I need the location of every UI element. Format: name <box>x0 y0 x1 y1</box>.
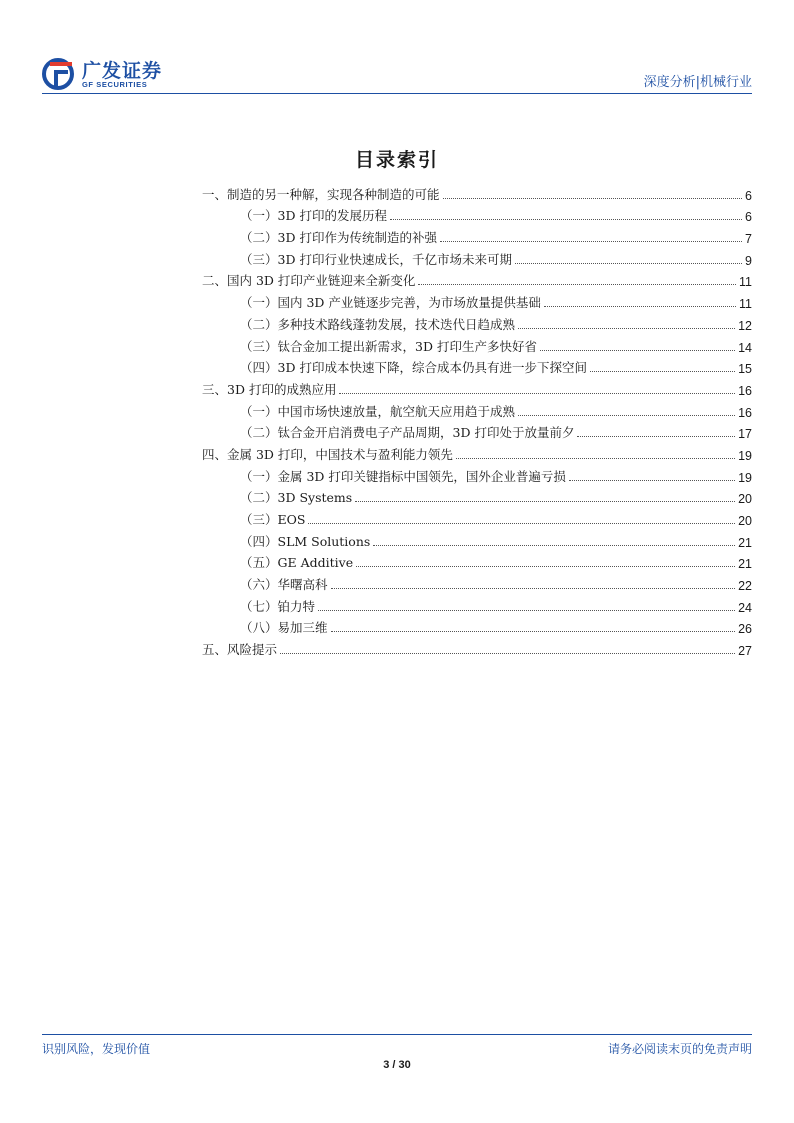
toc-leader-dots <box>331 631 736 632</box>
toc-entry-page: 19 <box>738 470 752 485</box>
toc-entry-title: （二）钛合金开启消费电子产品周期，3D 打印处于放量前夕 <box>240 425 575 441</box>
toc-entry-page: 6 <box>745 188 752 203</box>
toc-leader-dots <box>390 219 742 220</box>
toc-entry-page: 16 <box>738 383 752 398</box>
toc-leader-dots <box>540 350 735 351</box>
toc-entry[interactable] <box>202 550 752 572</box>
toc-entry-page: 22 <box>738 579 752 594</box>
toc-entry[interactable] <box>202 615 752 637</box>
footer-disclaimer-note: 请务必阅读末页的免责声明 <box>607 1042 752 1056</box>
toc-entry-page: 15 <box>738 362 752 377</box>
toc-entry-title: （五）GE Additive <box>240 555 354 571</box>
toc-leader-dots <box>418 284 736 285</box>
toc-entry-page: 14 <box>738 340 752 355</box>
toc-entry-title: （四）3D 打印成本快速下降，综合成本仍具有进一步下探空间 <box>240 360 587 376</box>
table-of-contents <box>202 181 752 658</box>
page-header <box>42 56 752 96</box>
toc-entry-page: 16 <box>738 405 752 420</box>
toc-entry-page: 11 <box>739 275 752 290</box>
logo-english-text: GF SECURITIES <box>82 80 148 89</box>
toc-entry-title: （一）国内 3D 产业链逐步完善，为市场放量提供基础 <box>240 295 541 311</box>
toc-entry-page: 26 <box>738 622 752 637</box>
toc-entry-title: 一、制造的另一种解，实现各种制造的可能 <box>202 186 440 202</box>
toc-entry-title: 二、国内 3D 打印产业链迎来全新变化 <box>202 273 416 289</box>
footer-slogan: 识别风险，发现价值 <box>42 1042 151 1056</box>
toc-entry-title: （七）铂力特 <box>240 598 316 614</box>
toc-leader-dots <box>443 198 743 199</box>
toc-entry-title: （三）3D 打印行业快速成长，千亿市场未来可期 <box>240 251 512 267</box>
footer-divider <box>42 1034 752 1035</box>
toc-entry-title: 五、风险提示 <box>202 642 278 658</box>
toc-entry-page: 20 <box>738 514 752 528</box>
toc-leader-dots <box>515 263 742 264</box>
toc-entry[interactable] <box>202 355 752 377</box>
toc-entry-title: （三）EOS <box>240 512 306 527</box>
toc-entry[interactable] <box>202 246 752 268</box>
toc-entry-page: 21 <box>738 535 752 550</box>
toc-entry-page: 6 <box>745 210 752 225</box>
toc-entry-title: （二）多种技术路线蓬勃发展，技术迭代日趋成熟 <box>240 316 516 332</box>
toc-entry[interactable] <box>202 636 752 658</box>
toc-leader-dots <box>356 566 735 567</box>
page-number: 3 / 30 <box>383 1059 411 1071</box>
toc-leader-dots <box>518 328 735 329</box>
toc-entry[interactable] <box>202 506 752 528</box>
toc-leader-dots <box>440 241 742 242</box>
report-category: 深度分析|机械行业 <box>643 75 752 90</box>
toc-entry-title: （八）易加三维 <box>240 620 328 636</box>
toc-entry[interactable] <box>202 181 752 203</box>
toc-entry-title: （三）钛合金加工提出新需求，3D 打印生产多快好省 <box>240 338 537 354</box>
toc-entry-page: 24 <box>738 600 752 615</box>
toc-entry[interactable] <box>202 311 752 333</box>
header-divider <box>42 93 752 94</box>
toc-entry[interactable] <box>202 203 752 225</box>
toc-entry[interactable] <box>202 571 752 593</box>
toc-entry[interactable] <box>202 398 752 420</box>
toc-entry[interactable] <box>202 485 752 507</box>
toc-entry-title: （一）中国市场快速放量，航空航天应用趋于成熟 <box>240 403 516 419</box>
toc-entry-title: 四、金属 3D 打印，中国技术与盈利能力领先 <box>202 446 453 462</box>
toc-leader-dots <box>318 610 735 611</box>
toc-entry[interactable] <box>202 376 752 398</box>
toc-entry-page: 11 <box>739 297 752 312</box>
toc-entry-page: 27 <box>738 644 752 659</box>
toc-entry[interactable] <box>202 420 752 442</box>
toc-entry-title: （一）3D 打印的发展历程 <box>240 208 387 224</box>
toc-entry-page: 12 <box>738 318 752 333</box>
toc-leader-dots <box>331 588 736 589</box>
toc-entry[interactable] <box>202 268 752 290</box>
toc-leader-dots <box>339 393 735 394</box>
toc-entry-page: 19 <box>738 448 752 463</box>
toc-entry-page: 20 <box>738 492 752 507</box>
toc-leader-dots <box>373 545 735 546</box>
toc-leader-dots <box>456 458 735 459</box>
toc-leader-dots <box>355 501 735 502</box>
toc-entry-page: 7 <box>745 232 752 247</box>
toc-title: 目录索引 <box>354 149 439 171</box>
toc-entry-title: （四）SLM Solutions <box>240 533 371 549</box>
toc-leader-dots <box>308 523 735 524</box>
toc-entry[interactable] <box>202 333 752 355</box>
toc-entry[interactable] <box>202 289 752 311</box>
toc-entry[interactable] <box>202 224 752 246</box>
toc-entry-title: （六）华曙高科 <box>240 577 328 593</box>
toc-entry-title: 三、3D 打印的成熟应用 <box>202 381 337 397</box>
toc-leader-dots <box>577 436 735 437</box>
toc-entry-page: 17 <box>738 427 752 442</box>
toc-leader-dots <box>569 480 735 481</box>
toc-leader-dots <box>518 415 735 416</box>
toc-entry-page: 9 <box>745 253 752 268</box>
toc-leader-dots <box>544 306 736 307</box>
gf-logo-icon <box>42 58 78 90</box>
toc-entry[interactable] <box>202 528 752 550</box>
toc-entry[interactable] <box>202 463 752 485</box>
toc-entry[interactable] <box>202 441 752 463</box>
toc-leader-dots <box>280 653 735 654</box>
toc-entry-title: （一）金属 3D 打印关键指标中国领先，国外企业普遍亏损 <box>240 468 566 484</box>
toc-entry[interactable] <box>202 593 752 615</box>
toc-entry-title: （二）3D Systems <box>240 490 353 506</box>
toc-leader-dots <box>590 371 735 372</box>
toc-entry-page: 21 <box>738 557 752 572</box>
logo-chinese-text: 广发证券 <box>82 60 163 82</box>
toc-entry-title: （二）3D 打印作为传统制造的补强 <box>240 230 437 246</box>
gf-securities-logo <box>42 56 172 92</box>
